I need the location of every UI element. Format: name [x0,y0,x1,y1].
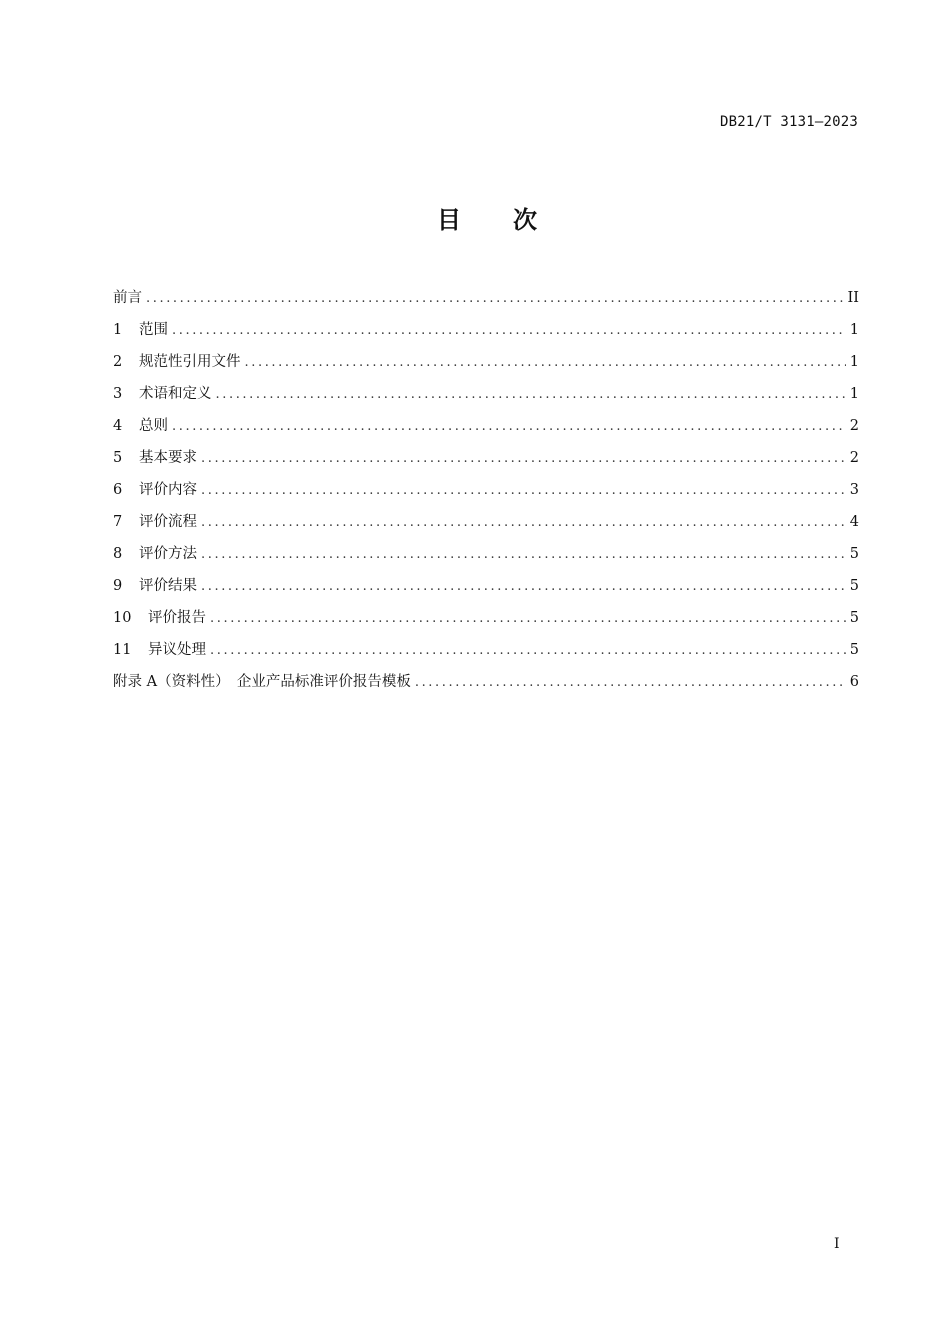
toc-entry-number: 4 [113,418,123,434]
toc-leader-dots [201,511,846,535]
toc-leader-dots [245,351,846,375]
toc-entry-page: 5 [849,546,859,562]
toc-entry-evaluation-process[interactable] [113,510,859,542]
toc-entry-page: 6 [849,674,859,690]
toc-leader-dots [172,319,846,343]
toc-entry-label: 附录 A（资料性） 企业产品标准评价报告模板 [113,674,411,690]
toc-entry-label: 评价内容 [139,482,197,498]
toc-entry-label: 异议处理 [148,642,206,658]
toc-entry-page: 1 [849,322,859,338]
toc-entry-evaluation-method[interactable] [113,542,859,574]
toc-entry-number: 10 [113,610,132,626]
toc-entry-label: 评价报告 [148,610,206,626]
toc-entry-number: 2 [113,354,123,370]
toc-entry-number: 8 [113,546,123,562]
toc-title [0,200,950,235]
toc-title-part2: 次 [513,206,537,234]
toc-entry-page: 1 [849,386,859,402]
toc-entry-evaluation-content[interactable] [113,478,859,510]
toc-entry-page: 4 [849,514,859,530]
toc-entry-page: 5 [849,642,859,658]
toc-entry-label: 范围 [139,322,168,338]
toc-entry-page: 3 [849,482,859,498]
toc-entry-page: II [847,290,859,306]
toc-entry-evaluation-report[interactable] [113,606,859,638]
toc-leader-dots [216,383,846,407]
toc-entry-objection-handling[interactable] [113,638,859,670]
toc-list [113,286,859,702]
toc-entry-label: 术语和定义 [139,386,212,402]
toc-entry-normative-references[interactable] [113,350,859,382]
document-code: DB21/T 3131—2023 [719,114,858,130]
toc-entry-basic-requirements[interactable] [113,446,859,478]
toc-entry-number: 5 [113,450,123,466]
toc-entry-general[interactable] [113,414,859,446]
toc-title-part1: 目 [437,206,461,234]
toc-leader-dots [201,447,846,471]
toc-entry-label: 评价流程 [139,514,197,530]
toc-leader-dots [201,575,846,599]
toc-entry-page: 2 [849,450,859,466]
toc-entry-appendix-a[interactable] [113,670,859,702]
toc-entry-scope[interactable] [113,318,859,350]
toc-leader-dots [201,543,846,567]
toc-entry-number: 7 [113,514,123,530]
toc-entry-foreword[interactable] [113,286,859,318]
toc-entry-page: 2 [849,418,859,434]
toc-leader-dots [172,415,846,439]
toc-entry-label: 规范性引用文件 [139,354,241,370]
toc-entry-label: 评价结果 [139,578,197,594]
toc-entry-label: 基本要求 [139,450,197,466]
toc-entry-evaluation-result[interactable] [113,574,859,606]
toc-entry-page: 5 [849,610,859,626]
toc-entry-number: 1 [113,322,123,338]
toc-leader-dots [201,479,846,503]
toc-entry-number: 9 [113,578,123,594]
toc-leader-dots [210,639,846,663]
toc-leader-dots [146,287,844,311]
toc-leader-dots [210,607,846,631]
toc-leader-dots [415,671,846,695]
toc-entry-label: 总则 [139,418,168,434]
toc-entry-terms-definitions[interactable] [113,382,859,414]
toc-entry-label: 前言 [113,290,142,306]
toc-entry-page: 1 [849,354,859,370]
page-number: I [834,1236,840,1252]
toc-entry-label: 评价方法 [139,546,197,562]
toc-entry-number: 6 [113,482,123,498]
toc-entry-number: 3 [113,386,123,402]
toc-entry-page: 5 [849,578,859,594]
toc-entry-number: 11 [113,642,132,658]
